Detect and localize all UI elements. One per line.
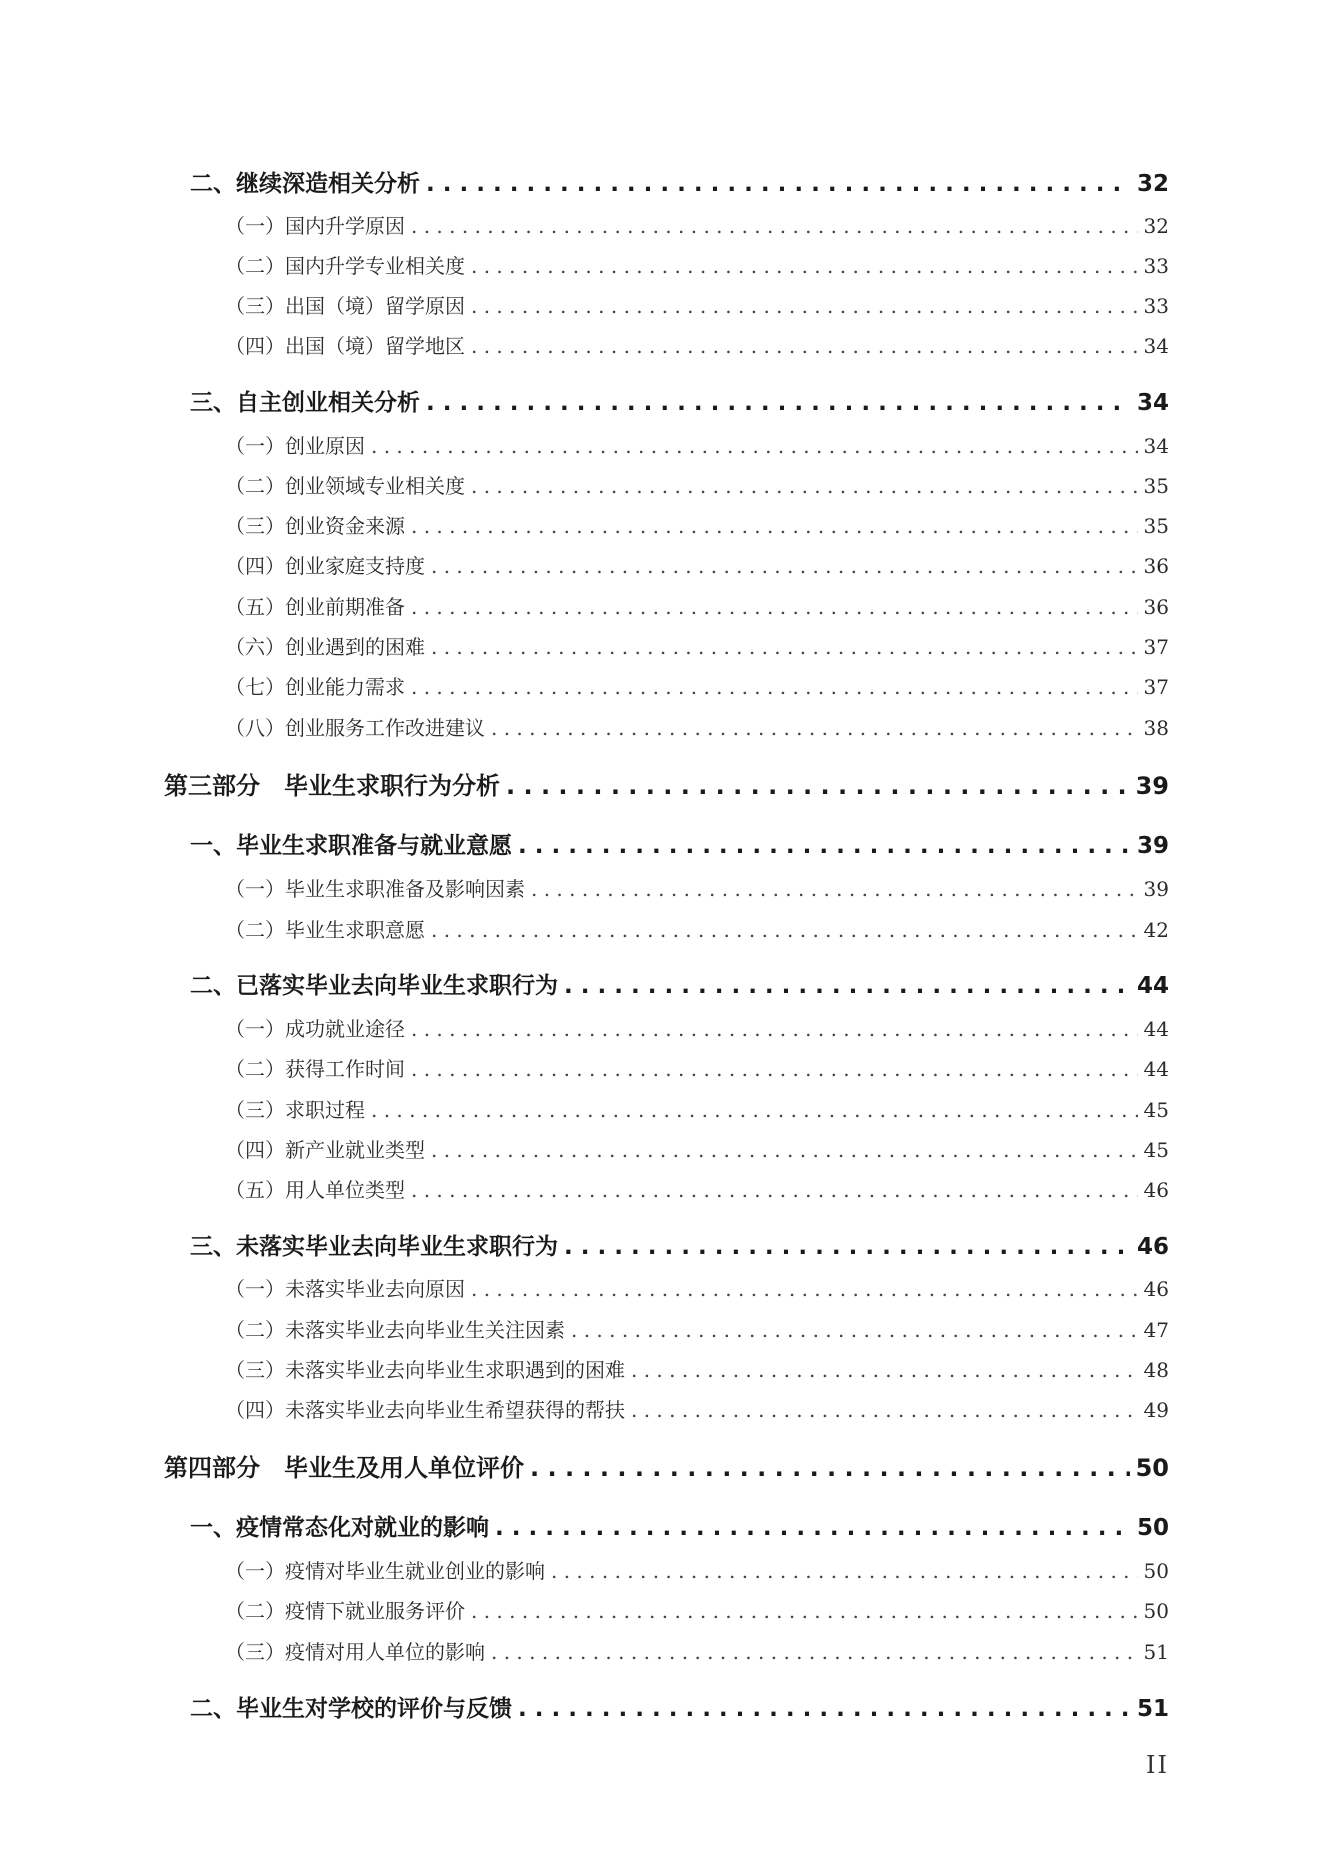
toc-entry[interactable] <box>225 250 1169 279</box>
toc-dot-leader <box>506 772 1130 800</box>
toc-entry-title: （四）未落实毕业去向毕业生希望获得的帮扶 <box>225 1398 625 1422</box>
toc-entry-title: （二）获得工作时间 <box>225 1057 405 1081</box>
toc-entry-title: （四）新产业就业类型 <box>225 1138 425 1162</box>
toc-entry[interactable] <box>225 210 1169 239</box>
toc-entry-page: 48 <box>1143 1358 1169 1382</box>
toc-dot-leader <box>431 635 1138 659</box>
toc-entry[interactable] <box>225 1273 1169 1302</box>
toc-dot-leader <box>491 716 1138 740</box>
toc-dot-leader <box>531 877 1138 901</box>
toc-dot-leader <box>411 1057 1138 1081</box>
toc-dot-leader <box>426 390 1131 416</box>
toc-entry[interactable] <box>225 591 1169 620</box>
toc-entry[interactable] <box>225 671 1169 700</box>
toc-entry-title: （四）出国（境）留学地区 <box>225 334 465 358</box>
toc-entry-page: 33 <box>1143 294 1169 318</box>
toc-entry[interactable] <box>225 1174 1169 1203</box>
toc-dot-leader <box>411 1178 1138 1202</box>
toc-entry-title: 三、未落实毕业去向毕业生求职行为 <box>190 1234 558 1260</box>
toc-entry-page: 36 <box>1143 595 1169 619</box>
toc-entry-title: （一）未落实毕业去向原因 <box>225 1277 465 1301</box>
toc-entry-title: 一、毕业生求职准备与就业意愿 <box>190 833 512 859</box>
toc-entry[interactable] <box>225 873 1169 902</box>
toc-entry-title: （五）用人单位类型 <box>225 1178 405 1202</box>
toc-dot-leader <box>411 214 1138 238</box>
toc-entry[interactable] <box>225 631 1169 660</box>
toc-dot-leader <box>471 334 1138 358</box>
toc-entry[interactable] <box>225 1595 1169 1624</box>
toc-entry-page: 36 <box>1143 554 1169 578</box>
toc-entry-page: 32 <box>1143 214 1169 238</box>
toc-entry-page: 50 <box>1143 1599 1169 1623</box>
toc-dot-leader <box>471 254 1138 278</box>
toc-entry-page: 44 <box>1143 1017 1169 1041</box>
toc-dot-leader <box>431 1138 1138 1162</box>
toc-entry-title: （八）创业服务工作改进建议 <box>225 716 485 740</box>
toc-entry[interactable] <box>225 1134 1169 1163</box>
toc-entry-title: （一）成功就业途径 <box>225 1017 405 1041</box>
toc-entry[interactable] <box>225 1094 1169 1123</box>
toc-dot-leader <box>471 474 1138 498</box>
toc-entry-title: （五）创业前期准备 <box>225 595 405 619</box>
toc-entry[interactable] <box>190 1228 1169 1261</box>
toc-entry[interactable] <box>225 330 1169 359</box>
toc-dot-leader <box>631 1358 1138 1382</box>
toc-entry[interactable] <box>225 1636 1169 1665</box>
toc-entry-title: （二）未落实毕业去向毕业生关注因素 <box>225 1318 565 1342</box>
toc-entry-page: 49 <box>1143 1398 1169 1422</box>
toc-entry[interactable] <box>190 165 1169 198</box>
toc-dot-leader <box>471 1599 1138 1623</box>
toc-entry-page: 39 <box>1136 833 1169 859</box>
toc-entry-title: （七）创业能力需求 <box>225 675 405 699</box>
toc-entry[interactable] <box>225 510 1169 539</box>
toc-entry-title: （一）毕业生求职准备及影响因素 <box>225 877 525 901</box>
toc-entry-page: 50 <box>1135 1454 1169 1482</box>
toc-dot-leader <box>371 434 1138 458</box>
toc-dot-leader <box>471 294 1138 318</box>
toc-entry[interactable] <box>190 1509 1169 1542</box>
toc-entry[interactable] <box>190 827 1169 860</box>
toc-entry-page: 46 <box>1143 1277 1169 1301</box>
toc-entry[interactable] <box>225 914 1169 943</box>
toc-entry-page: 47 <box>1143 1318 1169 1342</box>
toc-entry[interactable] <box>190 1690 1169 1723</box>
toc-entry-title: 第三部分 毕业生求职行为分析 <box>164 772 500 800</box>
toc-entry[interactable] <box>225 1354 1169 1383</box>
toc-entry-title: （二）国内升学专业相关度 <box>225 254 465 278</box>
toc-dot-leader <box>564 973 1131 999</box>
toc-entry-title: （三）出国（境）留学原因 <box>225 294 465 318</box>
toc-entry-title: （三）创业资金来源 <box>225 514 405 538</box>
toc-entry[interactable] <box>190 967 1169 1000</box>
toc-entry-page: 42 <box>1143 918 1169 942</box>
toc-entry-page: 32 <box>1136 171 1169 197</box>
toc-entry-title: （四）创业家庭支持度 <box>225 554 425 578</box>
toc-entry-page: 39 <box>1135 772 1169 800</box>
toc-entry[interactable] <box>164 766 1169 801</box>
toc-dot-leader <box>551 1559 1138 1583</box>
toc-entry-page: 46 <box>1136 1234 1169 1260</box>
toc-entry-page: 51 <box>1136 1696 1169 1722</box>
toc-entry-page: 51 <box>1143 1640 1169 1664</box>
toc-entry-title: （一）国内升学原因 <box>225 214 405 238</box>
toc-entry[interactable] <box>190 384 1169 417</box>
toc-entry-page: 34 <box>1143 334 1169 358</box>
toc-entry-title: （一）创业原因 <box>225 434 365 458</box>
toc-entry-page: 37 <box>1143 675 1169 699</box>
toc-dot-leader <box>431 554 1138 578</box>
toc-dot-leader <box>371 1098 1138 1122</box>
toc-dot-leader <box>564 1234 1131 1260</box>
toc-dot-leader <box>411 595 1138 619</box>
toc-entry-page: 44 <box>1143 1057 1169 1081</box>
toc-entry-title: （三）求职过程 <box>225 1098 365 1122</box>
toc-entry-page: 35 <box>1143 514 1169 538</box>
toc-entry-page: 44 <box>1136 973 1169 999</box>
toc-entry-title: （一）疫情对毕业生就业创业的影响 <box>225 1559 545 1583</box>
toc-dot-leader <box>471 1277 1138 1301</box>
toc-entry-page: 46 <box>1143 1178 1169 1202</box>
toc-entry-title: 二、已落实毕业去向毕业生求职行为 <box>190 973 558 999</box>
toc-entry[interactable] <box>225 712 1169 741</box>
toc-entry-page: 39 <box>1143 877 1169 901</box>
toc-entry[interactable] <box>225 1053 1169 1082</box>
toc-entry-page: 37 <box>1143 635 1169 659</box>
toc-entry-title: 一、疫情常态化对就业的影响 <box>190 1515 489 1541</box>
toc-entry[interactable] <box>164 1448 1169 1483</box>
toc-entry-page: 35 <box>1143 474 1169 498</box>
toc-entry[interactable] <box>225 1394 1169 1423</box>
toc-entry-page: 50 <box>1136 1515 1169 1541</box>
toc-entry[interactable] <box>225 470 1169 499</box>
toc-dot-leader <box>411 514 1138 538</box>
toc-entry-title: （六）创业遇到的困难 <box>225 635 425 659</box>
toc-dot-leader <box>631 1398 1138 1422</box>
toc-entry-page: 38 <box>1143 716 1169 740</box>
toc-entry[interactable] <box>225 1013 1169 1042</box>
page-number: II <box>1146 1751 1169 1779</box>
toc-entry-page: 50 <box>1143 1559 1169 1583</box>
toc-entry[interactable] <box>225 290 1169 319</box>
toc-dot-leader <box>491 1640 1138 1664</box>
toc-dot-leader <box>518 833 1131 859</box>
toc-entry-title: （二）毕业生求职意愿 <box>225 918 425 942</box>
toc-dot-leader <box>495 1515 1131 1541</box>
toc-entry-title: （二）疫情下就业服务评价 <box>225 1599 465 1623</box>
toc-entry[interactable] <box>225 550 1169 579</box>
toc-entry-page: 34 <box>1143 434 1169 458</box>
toc-dot-leader <box>530 1454 1130 1482</box>
toc-entry-title: （三）疫情对用人单位的影响 <box>225 1640 485 1664</box>
toc-entry-title: （二）创业领域专业相关度 <box>225 474 465 498</box>
toc-dot-leader <box>426 171 1131 197</box>
toc-entry[interactable] <box>225 1555 1169 1584</box>
toc-entry[interactable] <box>225 430 1169 459</box>
toc-entry-title: 三、自主创业相关分析 <box>190 390 420 416</box>
toc-entry-page: 45 <box>1143 1138 1169 1162</box>
toc-entry-page: 33 <box>1143 254 1169 278</box>
toc-entry-title: 二、继续深造相关分析 <box>190 171 420 197</box>
toc-dot-leader <box>431 918 1138 942</box>
toc-entry-title: 第四部分 毕业生及用人单位评价 <box>164 1454 524 1482</box>
toc-entry-title: （三）未落实毕业去向毕业生求职遇到的困难 <box>225 1358 625 1382</box>
toc-entry-title: 二、毕业生对学校的评价与反馈 <box>190 1696 512 1722</box>
toc-entry-page: 34 <box>1136 390 1169 416</box>
toc-dot-leader <box>571 1318 1138 1342</box>
toc-dot-leader <box>411 675 1138 699</box>
toc-entry[interactable] <box>225 1314 1169 1343</box>
toc-dot-leader <box>411 1017 1138 1041</box>
toc-dot-leader <box>518 1696 1131 1722</box>
toc-entry-page: 45 <box>1143 1098 1169 1122</box>
